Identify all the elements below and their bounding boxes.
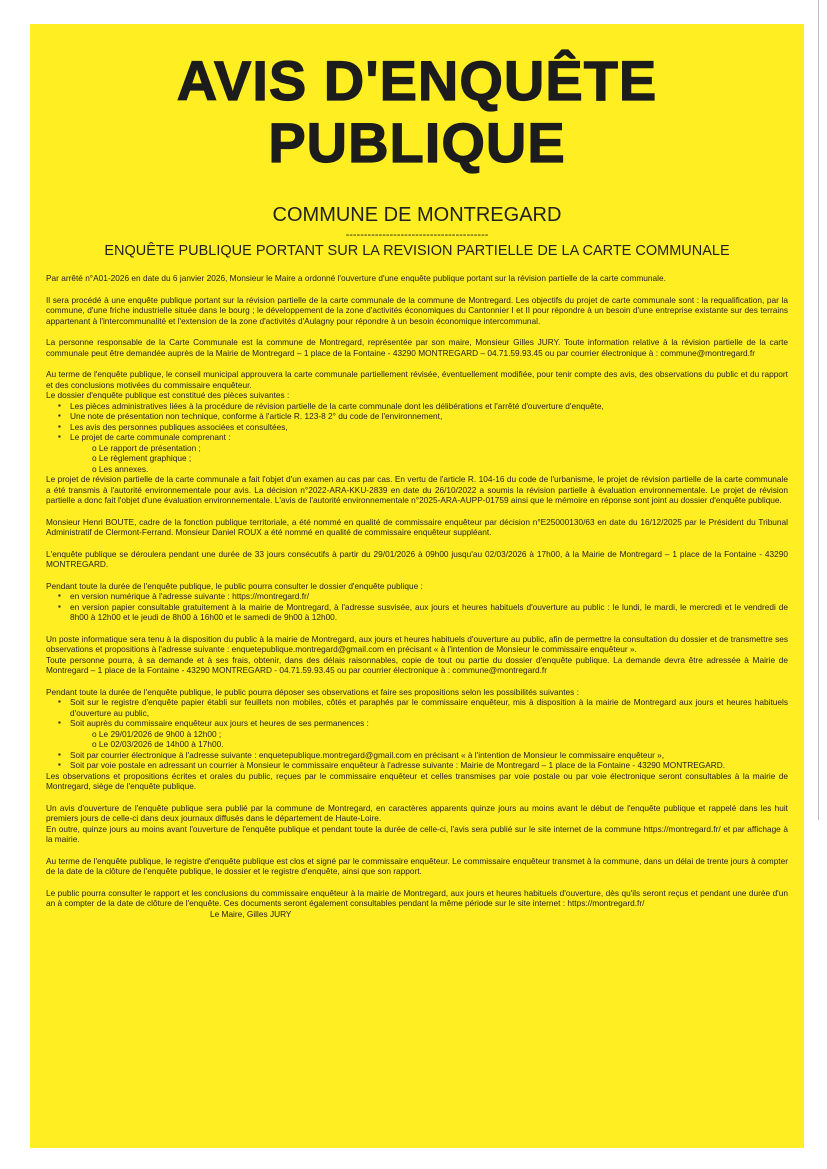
list-item: ▪ en version papier consultable gratuitement à la mairie de Montregard, à l'adresse susvisée, aux jours et heures habituels d'ouverture au public : le lundi, le mardi, le mercredi et le vendredi de 8h00 à 12h00 et le jeudi de 8h00 à 16h00 et le samedi de 9h00 à 12h00. <box>70 602 788 623</box>
list-item: ▪ Soit auprès du commissaire enquêteur aux jours et heures de ses permanences : <box>70 718 788 729</box>
signature: Le Maire, Gilles JURY <box>210 908 292 919</box>
paragraph-objectifs: Il sera procédé à une enquête publique portant sur la révision partielle de la carte communale de la commune de Montregard. Les objectifs du projet de carte communale sont : la requalification, par la commune, d'une friche industrielle située dans le bourg ; le développement de la zone d'activités économiques du Cantonnier I et II pour répondre à un besoin d'une entreprise existante sur des terrains appartenant à l'intercommunalité et l'extension de la zone d'activités d'Aulagny pour répondre à un besoin économique intercommunal. <box>46 294 788 326</box>
list-item: ▪ en version numérique à l'adresse suivante : https://montregard.fr/ <box>70 591 788 602</box>
sublist-item: o Le 02/03/2026 de 14h00 à 17h00. <box>92 739 788 750</box>
paragraph-duree: L'enquête publique se déroulera pendant une durée de 33 jours consécutifs à partir du 29/01/2026 à 09h00 jusqu'au 02/03/2026 à 17h00, à la Mairie de Montregard – 1 place de la Fontaine - 43290 MONTREGARD. <box>46 548 788 569</box>
title-line-2: PUBLIQUE <box>268 111 566 174</box>
observations-list-continued <box>46 750 788 771</box>
notice-subject: ENQUÊTE PUBLIQUE PORTANT SUR LA REVISION PARTIELLE DE LA CARTE COMMUNALE <box>104 243 730 259</box>
observations-list <box>46 697 788 729</box>
consultation-list <box>46 591 788 623</box>
paragraph-copie: Toute personne pourra, à sa demande et à ses frais, obtenir, dans des délais raisonnables, copie de tout ou partie du dossier d'enquête publique. La demande devra être adressée à Mairie de Montregard – 1 place de la Fontaine - 43290 MONTREGARD - 04.71.59.93.45 ou par courrier électronique à : commune@montregard.fr <box>46 654 788 675</box>
separator-line: --------------------------------------- <box>345 229 489 241</box>
notice-body <box>46 273 788 919</box>
paragraph-evaluation: Le projet de révision partielle de la carte communale a fait l'objet d'un examen au cas par cas. En vertu de l'article R. 104-16 du code de l'urbanisme, le projet de révision partielle de la carte communale a été transmis à l'autorité environnementale pour avis. La décision n°2022-ARA-KKU-2839 en date du 26/10/2022 a soumis la révision partielle à évaluation environnementale. Le projet de révision partielle a donc fait l'objet d'une évaluation environnementale. L'avis de l'autorité environnementale n°2025-ARA-AUPP-01759 ainsi que le mémoire en réponse sont joint au dossier d'enquête publique. <box>46 474 788 505</box>
paragraph-dossier-intro: Le dossier d'enquête publique est constitué des pièces suivantes : <box>46 390 290 400</box>
sublist-item: o Les annexes. <box>92 464 788 475</box>
paragraph-approbation: Au terme de l'enquête publique, le conseil municipal approuvera la carte communale partiellement révisée, éventuellement modifiée, pour tenir compte des avis, des observations du public et du rapport et des conclusions motivées du commissaire enquêteur. <box>46 369 788 390</box>
sublist-item: o Le rapport de présentation ; <box>92 443 788 454</box>
list-item: ▪ Soit par voie postale en adressant un courrier à Monsieur le commissaire enquêteur à l'adresse suivante : Mairie de Montregard – 1 place de la Fontaine - 43290 MONTREGARD. <box>70 760 788 771</box>
list-item: ▪ Soit par courrier électronique à l'adresse suivante : enquetepublique.montregard@gmail.com en précisant « à l'intention de Monsieur le commissaire enquêteur », <box>70 750 788 761</box>
paragraph-consultation-intro: Pendant toute la durée de l'enquête publique, le public pourra consulter le dossier d'enquête publique : <box>46 580 423 591</box>
paragraph-observations-consultables: Les observations et propositions écrites et orales du public, reçues par le commissaire enquêteur et celles transmises par voie postale ou par voie électronique seront consultables à la mairie de Montregard, siège de l'enquête publique. <box>46 770 788 791</box>
paragraph-observations-intro: Pendant toute la durée de l'enquête publique, le public pourra déposer ses observations et faire ses propositions selon les possibilités suivantes : <box>46 686 579 697</box>
projet-sublist <box>46 443 788 475</box>
list-item: ▪ Les avis des personnes publiques associées et consultées, <box>70 422 788 433</box>
sublist-item: o Le règlement graphique ; <box>92 453 788 464</box>
paragraph-cloture: Au terme de l'enquête publique, le registre d'enquête publique est clos et signé par le commissaire enquêteur. Le commissaire enquêteur transmet à la commune, dans un délai de trente jours à compter de la date de la clôture de l'enquête publique, le dossier et le registre d'enquête, ainsi que son rapport. <box>46 855 788 876</box>
paragraph-publication: Un avis d'ouverture de l'enquête publique sera publié par la commune de Montregard, en caractères apparents quinze jours au moins avant le début de l'enquête publique et rappelé dans les huit premiers jours de celle-ci dans deux journaux diffusés dans le département de Haute-Loire. <box>46 802 788 823</box>
permanences-sublist <box>46 729 788 750</box>
paragraph-commissaire: Monsieur Henri BOUTE, cadre de la fonction publique territoriale, a été nommé en qualité de commissaire enquêteur par décision n°E25000130/63 en date du 16/12/2025 par le Président du Tribunal Administratif de Clermont-Ferrand. Monsieur Daniel ROUX a été nommé en qualité de commissaire enquêteur suppléant. <box>46 516 788 537</box>
list-item: ▪ Une note de présentation non technique, conforme à l'article R. 123-8 2° du code de l'environnement, <box>70 411 788 422</box>
notice-sheet <box>30 24 804 1148</box>
dossier-list <box>46 401 788 443</box>
list-item: ▪ Le projet de carte communale comprenant : <box>70 432 788 443</box>
notice-title <box>46 50 788 174</box>
list-item: ▪ Soit sur le registre d'enquête papier établi sur feuillets non mobiles, côtés et paraphés par le commissaire enquêteur, mis à disposition à la mairie de Montregard aux jours et heures habituels d'ouverture au public, <box>70 697 788 718</box>
paragraph-poste-informatique: Un poste informatique sera tenu à la disposition du public à la mairie de Montregard, aux jours et heures habituels d'ouverture au public, afin de permettre la consultation du dossier et de transmettre ses observations et propositions à l'adresse suivante : enquetepublique.montregard@gmail.com en précisant « à l'intention de Monsieur le commissaire enquêteur ». <box>46 633 788 654</box>
title-line-1: AVIS D'ENQUÊTE <box>176 49 658 112</box>
paragraph-responsable: La personne responsable de la Carte Communale est la commune de Montregard, représentée par son maire, Monsieur Gilles JURY. Toute information relative à la révision partielle de la carte communale peut être demandée auprès de la Mairie de Montregard – 1 place de la Fontaine - 43290 MONTREGARD – 04.71.59.93.45 ou par courrier électronique à : commune@montregard.fr <box>46 337 788 358</box>
page-edge-line <box>818 0 819 820</box>
paragraph-rapport: Le public pourra consulter le rapport et les conclusions du commissaire enquêteur à la mairie de Montregard, aux jours et heures habituels d'ouverture, dès qu'ils seront reçus et pendant une durée d'un an à compter de la date de clôture de l'enquête. Ces documents seront également consultables pendant la même période sur le site internet : https://montregard.fr/ <box>46 887 788 908</box>
paragraph-affichage: En outre, quinze jours au moins avant l'ouverture de l'enquête publique et pendant toute la durée de celle-ci, l'avis sera publié sur le site internet de la commune https://montregard.fr/ et par affichage à la mairie. <box>46 823 788 844</box>
list-item: ▪ Les pièces administratives liées à la procédure de révision partielle de la carte communale dont les délibérations et l'arrêté d'ouverture d'enquête, <box>70 401 788 412</box>
commune-name: COMMUNE DE MONTREGARD <box>272 204 562 226</box>
paragraph-arrete: Par arrêté n°A01-2026 en date du 6 janvier 2026, Monsieur le Maire a ordonné l'ouverture d'une enquête publique portant sur la révision partielle de la carte communale. <box>46 273 666 283</box>
sublist-item: o Le 29/01/2026 de 9h00 à 12h00 ; <box>92 729 788 740</box>
